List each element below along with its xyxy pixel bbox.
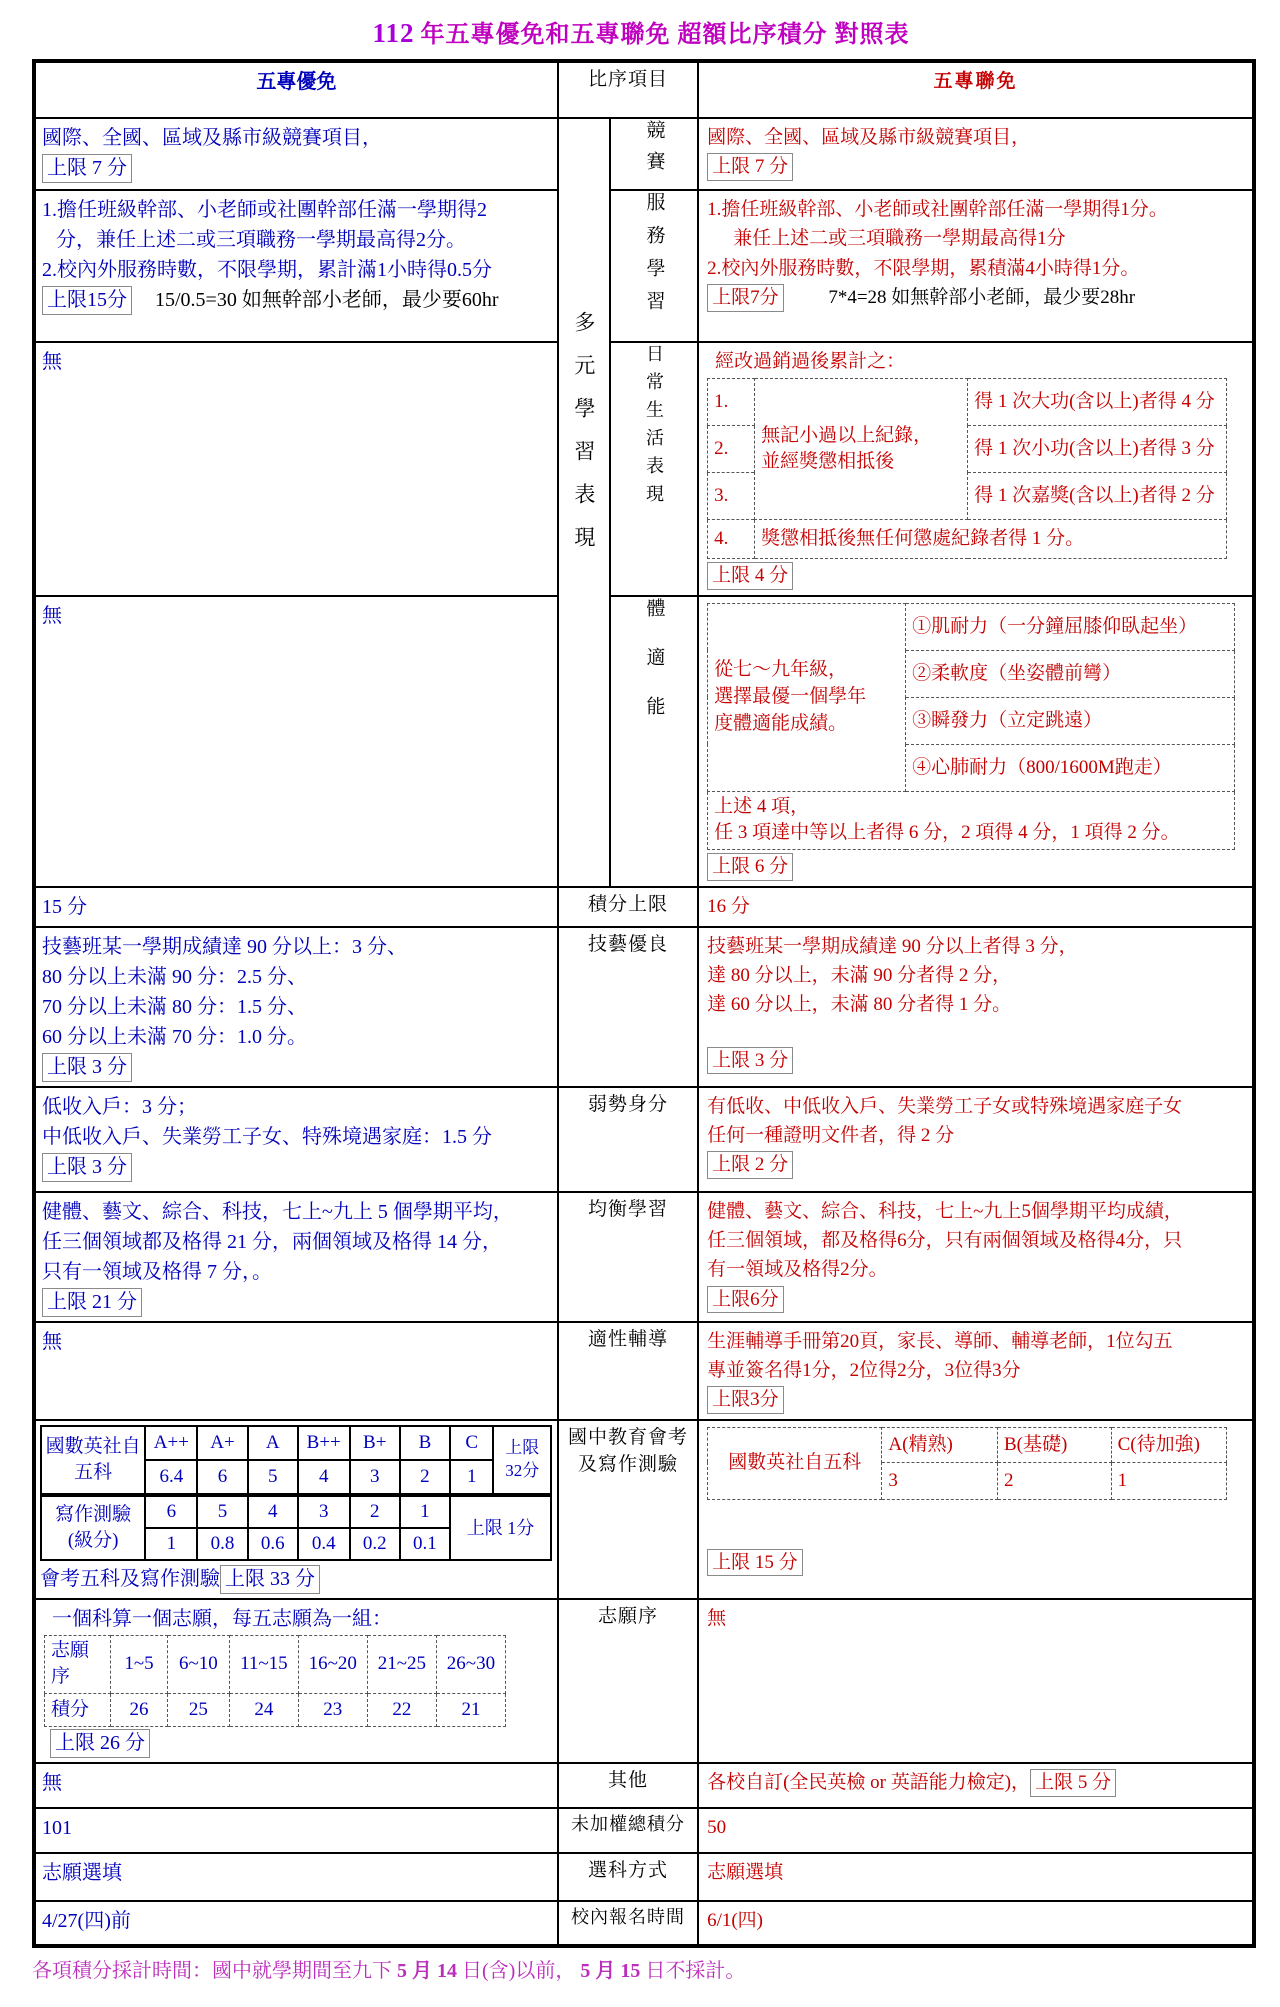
writing-cap: 上限 1分 bbox=[450, 1495, 551, 1560]
multi-learning-label: 多元學習表現 bbox=[571, 311, 596, 569]
footer-note bbox=[32, 1954, 1280, 1983]
text-line: 寫作測驗 bbox=[55, 1504, 132, 1526]
footer-text: 日(含)以前， bbox=[457, 1960, 581, 1982]
fitness-item: ①肌耐力（一分鐘屈膝仰臥起坐） bbox=[906, 603, 1235, 650]
daily-row bbox=[34, 342, 1254, 596]
title-year: 112 bbox=[372, 18, 415, 48]
fitness-scoring bbox=[708, 791, 1235, 849]
cap-box: 上限15分 bbox=[42, 286, 132, 315]
cap-box: 上限 3 分 bbox=[707, 1047, 793, 1075]
cap-box: 上限 21 分 bbox=[42, 1288, 142, 1317]
competition-row bbox=[34, 118, 1254, 190]
wish-range: 6~10 bbox=[167, 1635, 229, 1693]
fitness-left-cell: 無 bbox=[34, 596, 558, 887]
wish-range: 26~30 bbox=[436, 1635, 505, 1693]
daily-left-cell: 無 bbox=[34, 342, 558, 596]
writing-point: 0.1 bbox=[400, 1528, 450, 1560]
wish-score: 23 bbox=[298, 1694, 367, 1727]
writing-level: 4 bbox=[248, 1495, 298, 1528]
writing-level: 5 bbox=[197, 1495, 247, 1528]
exam-score-table bbox=[40, 1425, 552, 1561]
text-line: 中低收入戶、失業勞工子女、特殊境遇家庭：1.5 分 bbox=[42, 1125, 492, 1148]
comparison-table bbox=[32, 59, 1256, 1948]
text-line: 低收入戶：3 分； bbox=[42, 1095, 197, 1118]
method-row bbox=[34, 1853, 1254, 1901]
daily-intro: 經改過銷過後累計之： bbox=[715, 351, 906, 372]
text-line: 任何一種證明文件者，得 2 分 bbox=[707, 1124, 955, 1146]
subtotal-label: 積分上限 bbox=[558, 887, 698, 927]
daily-rules-table bbox=[707, 378, 1227, 559]
wish-row1-label: 志願序 bbox=[45, 1635, 111, 1693]
wish-row2-label: 積分 bbox=[45, 1694, 111, 1727]
grade-header: A++ bbox=[145, 1426, 197, 1460]
skill-right-cell bbox=[698, 927, 1254, 1087]
grade-point: 2 bbox=[400, 1460, 450, 1495]
balanced-left-cell bbox=[34, 1192, 558, 1322]
disadvantage-label: 弱勢身分 bbox=[558, 1087, 698, 1192]
subtotal-row bbox=[34, 887, 1254, 927]
grade-point: 6 bbox=[197, 1460, 247, 1495]
text-line: 並經獎懲相抵後 bbox=[761, 451, 895, 473]
rule-text: 得 1 次大功(含以上)者得 4 分 bbox=[968, 379, 1227, 426]
text-line: 無記小過以上紀錄， bbox=[761, 424, 933, 446]
total-row bbox=[34, 1808, 1254, 1853]
cap-box: 上限 15 分 bbox=[707, 1549, 803, 1577]
other-left-cell: 無 bbox=[34, 1763, 558, 1808]
wish-range: 21~25 bbox=[367, 1635, 436, 1693]
signup-right-cell: 6/1(四) bbox=[698, 1901, 1254, 1946]
text-line: 只有一領域及格得 7 分，。 bbox=[42, 1260, 272, 1283]
writing-point: 0.8 bbox=[197, 1528, 247, 1560]
text-line: 達 80 分以上，未滿 90 分者得 2 分， bbox=[707, 964, 1012, 986]
text-line: 分，兼任上述二或三項職務一學期最高得2分。 bbox=[56, 229, 466, 251]
wish-label: 志願序 bbox=[558, 1599, 698, 1763]
other-right-text: 各校自訂(全民英檢 or 英語能力檢定)， bbox=[707, 1772, 1031, 1793]
competition-right-cell bbox=[698, 118, 1254, 190]
text-line: 兼任上述二或三項職務一學期最高得1分 bbox=[733, 228, 1066, 250]
fitness-item: ④心肺耐力（800/1600M跑走） bbox=[906, 744, 1235, 791]
text-line: 五科 bbox=[74, 1461, 113, 1483]
page-title bbox=[30, 14, 1252, 49]
text-line: 上述 4 項， bbox=[714, 795, 810, 817]
cap-box: 上限 2 分 bbox=[707, 1151, 793, 1179]
level-value: 2 bbox=[997, 1462, 1111, 1499]
wish-score: 22 bbox=[367, 1694, 436, 1727]
cap-box: 上限 4 分 bbox=[707, 562, 793, 590]
level-header: B(基礎) bbox=[997, 1427, 1111, 1462]
text-line: 1.擔任班級幹部、小老師或社團幹部任滿一學期得2 bbox=[42, 199, 487, 221]
footer-text: 各項積分採計時間：國中就學期間至九下 bbox=[32, 1960, 397, 1982]
guidance-label: 適性輔導 bbox=[558, 1322, 698, 1420]
writing-label bbox=[41, 1495, 145, 1560]
cap-box: 上限 7 分 bbox=[42, 154, 132, 183]
skill-left-cell bbox=[34, 927, 558, 1087]
grade-header: B++ bbox=[298, 1426, 350, 1460]
text-line: 從七～九年級， bbox=[714, 659, 848, 681]
text-line: 有低收、中低收入戶、失業勞工子女或特殊境遇家庭子女 bbox=[707, 1095, 1183, 1117]
cap-box: 上限3分 bbox=[707, 1386, 784, 1414]
text-line: 32分 bbox=[505, 1460, 540, 1480]
wish-range: 16~20 bbox=[298, 1635, 367, 1693]
exam-left-cell bbox=[34, 1420, 558, 1599]
text-line: 生涯輔導手冊第20頁，家長、導師、輔導老師，1位勾五 bbox=[707, 1330, 1173, 1352]
text-line: 度體適能成績。 bbox=[714, 712, 848, 734]
wish-range: 11~15 bbox=[230, 1635, 299, 1693]
cap-box: 上限 26 分 bbox=[50, 1729, 150, 1758]
exam-right-table bbox=[707, 1427, 1227, 1500]
service-left-cell bbox=[34, 190, 558, 342]
text-line: 2.校內外服務時數，不限學期，累計滿1小時得0.5分 bbox=[42, 259, 492, 281]
text-line: 有一領域及格得2分。 bbox=[707, 1259, 888, 1281]
text-line: 專並簽名得1分，2位得2分，3位得3分 bbox=[707, 1359, 1021, 1381]
header-row bbox=[34, 61, 1254, 118]
text-line: 技藝班某一學期成績達 90 分以上：3 分、 bbox=[42, 935, 407, 958]
grade-header: A bbox=[248, 1426, 298, 1460]
daily-label-cell bbox=[610, 342, 698, 596]
text-line: 任三個領域，都及格得6分，只有兩個領域及格得4分，只 bbox=[707, 1229, 1183, 1251]
cap-box: 上限 6 分 bbox=[707, 853, 793, 881]
guidance-left-cell: 無 bbox=[34, 1322, 558, 1420]
rule-num: 3. bbox=[708, 473, 755, 520]
total-right-cell: 50 bbox=[698, 1808, 1254, 1853]
skill-row bbox=[34, 927, 1254, 1087]
other-right-cell bbox=[698, 1763, 1254, 1808]
signup-row bbox=[34, 1901, 1254, 1946]
wish-score: 26 bbox=[111, 1694, 168, 1727]
header-left: 五專優免 bbox=[34, 61, 558, 118]
writing-point: 0.2 bbox=[350, 1528, 400, 1560]
fitness-item: ②柔軟度（坐姿體前彎） bbox=[906, 650, 1235, 697]
writing-point: 0.4 bbox=[298, 1528, 350, 1560]
signup-left-cell: 4/27(四)前 bbox=[34, 1901, 558, 1946]
footer-text: 日不採計。 bbox=[640, 1960, 746, 1982]
exam-bottom-text: 會考五科及寫作測驗 bbox=[40, 1567, 220, 1590]
level-header: C(待加強) bbox=[1111, 1427, 1226, 1462]
wish-right-cell: 無 bbox=[698, 1599, 1254, 1763]
daily-right-cell bbox=[698, 342, 1254, 596]
rule-num: 4. bbox=[708, 520, 755, 559]
grade-point: 6.4 bbox=[145, 1460, 197, 1495]
grade-header: B+ bbox=[350, 1426, 400, 1460]
total-left-cell: 101 bbox=[34, 1808, 558, 1853]
writing-point: 1 bbox=[145, 1528, 197, 1560]
fitness-item: ③瞬發力（立定跳遠） bbox=[906, 697, 1235, 744]
balanced-row bbox=[34, 1192, 1254, 1322]
fitness-right-cell bbox=[698, 596, 1254, 887]
text-line: 國際、全國、區域及縣市級競賽項目， bbox=[707, 127, 1031, 148]
text-line: 上限 bbox=[505, 1437, 540, 1457]
writing-level: 3 bbox=[298, 1495, 350, 1528]
method-right-cell: 志願選填 bbox=[698, 1853, 1254, 1901]
grade-header: B bbox=[400, 1426, 450, 1460]
grade-point: 4 bbox=[298, 1460, 350, 1495]
text-line: 國數英社自 bbox=[45, 1436, 141, 1458]
method-label: 選科方式 bbox=[558, 1853, 698, 1901]
text-line: 80 分以上未滿 90 分：2.5 分、 bbox=[42, 965, 307, 988]
exam-right-subjects: 國數英社自五科 bbox=[708, 1427, 882, 1499]
guidance-row bbox=[34, 1322, 1254, 1420]
level-value: 3 bbox=[882, 1462, 998, 1499]
grade-point: 1 bbox=[450, 1460, 493, 1495]
footer-date: 5 月 15 bbox=[580, 1960, 641, 1982]
guidance-right-cell bbox=[698, 1322, 1254, 1420]
text-line: 達 60 分以上，未滿 80 分者得 1 分。 bbox=[707, 994, 1012, 1016]
text-line: 任 3 項達中等以上者得 6 分，2 項得 4 分，1 項得 2 分。 bbox=[714, 822, 1180, 844]
skill-label: 技藝優良 bbox=[558, 927, 698, 1087]
grade-header: A+ bbox=[197, 1426, 247, 1460]
header-right: 五專聯免 bbox=[698, 61, 1254, 118]
subtotal-left: 15 分 bbox=[34, 887, 558, 927]
grade-header: C bbox=[450, 1426, 493, 1460]
service-label-cell bbox=[610, 190, 698, 342]
fitness-row bbox=[34, 596, 1254, 887]
writing-level: 1 bbox=[400, 1495, 450, 1528]
rule-text: 得 1 次嘉獎(含以上)者得 2 分 bbox=[968, 473, 1227, 520]
text-line: 2.校內外服務時數，不限學期，累積滿4小時得1分。 bbox=[707, 257, 1140, 279]
wish-left-cell bbox=[34, 1599, 558, 1763]
cap-box: 上限6分 bbox=[707, 1286, 784, 1314]
competition-left-cell bbox=[34, 118, 558, 190]
wish-score: 25 bbox=[167, 1694, 229, 1727]
text-line: 60 分以上未滿 70 分：1.0 分。 bbox=[42, 1025, 307, 1048]
method-left-cell: 志願選填 bbox=[34, 1853, 558, 1901]
cap-box: 上限 7 分 bbox=[707, 153, 793, 181]
other-row bbox=[34, 1763, 1254, 1808]
title-text: 年五專優免和五專聯免 超額比序積分 對照表 bbox=[420, 22, 910, 48]
writing-level: 6 bbox=[145, 1495, 197, 1528]
cap-box: 上限7分 bbox=[707, 284, 784, 312]
text-line: 任三個領域都及格得 21 分，兩個領域及格得 14 分， bbox=[42, 1230, 502, 1253]
text-line: 健體、藝文、綜合、科技，七上~九上5個學期平均成績， bbox=[707, 1200, 1183, 1222]
writing-level: 2 bbox=[350, 1495, 400, 1528]
service-row bbox=[34, 190, 1254, 342]
fitness-label-cell bbox=[610, 596, 698, 887]
rule-num: 2. bbox=[708, 426, 755, 473]
text-line: 1.擔任班級幹部、小老師或社團幹部任滿一學期得1分。 bbox=[707, 199, 1168, 220]
wish-range: 1~5 bbox=[111, 1635, 168, 1693]
wish-row bbox=[34, 1599, 1254, 1763]
exam-label bbox=[558, 1420, 698, 1599]
exam-subjects-label bbox=[41, 1426, 145, 1495]
rule-text: 得 1 次小功(含以上)者得 3 分 bbox=[968, 426, 1227, 473]
wish-table bbox=[44, 1635, 506, 1727]
disadvantage-left-cell bbox=[34, 1087, 558, 1192]
header-middle: 比序項目 bbox=[558, 61, 698, 118]
wish-score: 21 bbox=[436, 1694, 505, 1727]
text-line: 70 分以上未滿 80 分：1.5 分、 bbox=[42, 995, 307, 1018]
grade-point: 3 bbox=[350, 1460, 400, 1495]
fitness-table bbox=[707, 603, 1235, 850]
signup-label: 校內報名時間 bbox=[558, 1901, 698, 1946]
competition-label-cell bbox=[610, 118, 698, 190]
rule-num: 1. bbox=[708, 379, 755, 426]
text-line: (級分) bbox=[67, 1529, 119, 1551]
wish-score: 24 bbox=[230, 1694, 299, 1727]
page bbox=[0, 14, 1280, 1983]
text-line: 國中教育會考 bbox=[567, 1426, 688, 1448]
footer-date: 5 月 14 bbox=[397, 1960, 457, 1982]
multi-learning-label-cell bbox=[558, 118, 610, 887]
service-label: 服務學習 bbox=[643, 192, 665, 324]
text-line: 健體、藝文、綜合、科技，七上~九上 5 個學期平均， bbox=[42, 1200, 513, 1223]
exam-cap32 bbox=[493, 1426, 551, 1495]
total-label: 未加權總積分 bbox=[558, 1808, 698, 1853]
service-right-cell bbox=[698, 190, 1254, 342]
competition-label: 競賽 bbox=[643, 120, 665, 182]
cap-box: 上限 5 分 bbox=[1030, 1769, 1116, 1797]
balanced-right-cell bbox=[698, 1192, 1254, 1322]
writing-point: 0.6 bbox=[248, 1528, 298, 1560]
service-right-note: 7*4=28 如無幹部小老師，最少要28hr bbox=[828, 287, 1136, 309]
cap-box: 上限 3 分 bbox=[42, 1053, 132, 1082]
wish-heading: 一個科算一個志願，每五志願為一組： bbox=[52, 1607, 392, 1630]
level-header: A(精熟) bbox=[882, 1427, 998, 1462]
rule-text: 獎懲相抵後無任何懲處紀錄者得 1 分。 bbox=[755, 520, 1227, 559]
service-left-note: 15/0.5=30 如無幹部小老師，最少要60hr bbox=[155, 289, 499, 311]
grade-point: 5 bbox=[248, 1460, 298, 1495]
daily-shared-condition bbox=[755, 379, 968, 520]
text-line: 國際、全國、區域及縣市級競賽項目， bbox=[42, 127, 382, 149]
disadvantage-row bbox=[34, 1087, 1254, 1192]
cap-box: 上限 3 分 bbox=[42, 1153, 132, 1182]
text-line: 技藝班某一學期成績達 90 分以上者得 3 分， bbox=[707, 935, 1078, 957]
daily-label: 日常生活表現 bbox=[644, 344, 664, 512]
fitness-intro bbox=[708, 603, 906, 791]
fitness-label: 體適能 bbox=[643, 597, 665, 745]
text-line: 及寫作測驗 bbox=[577, 1453, 678, 1475]
disadvantage-right-cell bbox=[698, 1087, 1254, 1192]
subtotal-right: 16 分 bbox=[698, 887, 1254, 927]
cap-box: 上限 33 分 bbox=[220, 1565, 320, 1594]
balanced-label: 均衡學習 bbox=[558, 1192, 698, 1322]
exam-row bbox=[34, 1420, 1254, 1599]
other-label: 其他 bbox=[558, 1763, 698, 1808]
exam-right-cell bbox=[698, 1420, 1254, 1599]
level-value: 1 bbox=[1111, 1462, 1226, 1499]
text-line: 選擇最優一個學年 bbox=[714, 686, 867, 708]
